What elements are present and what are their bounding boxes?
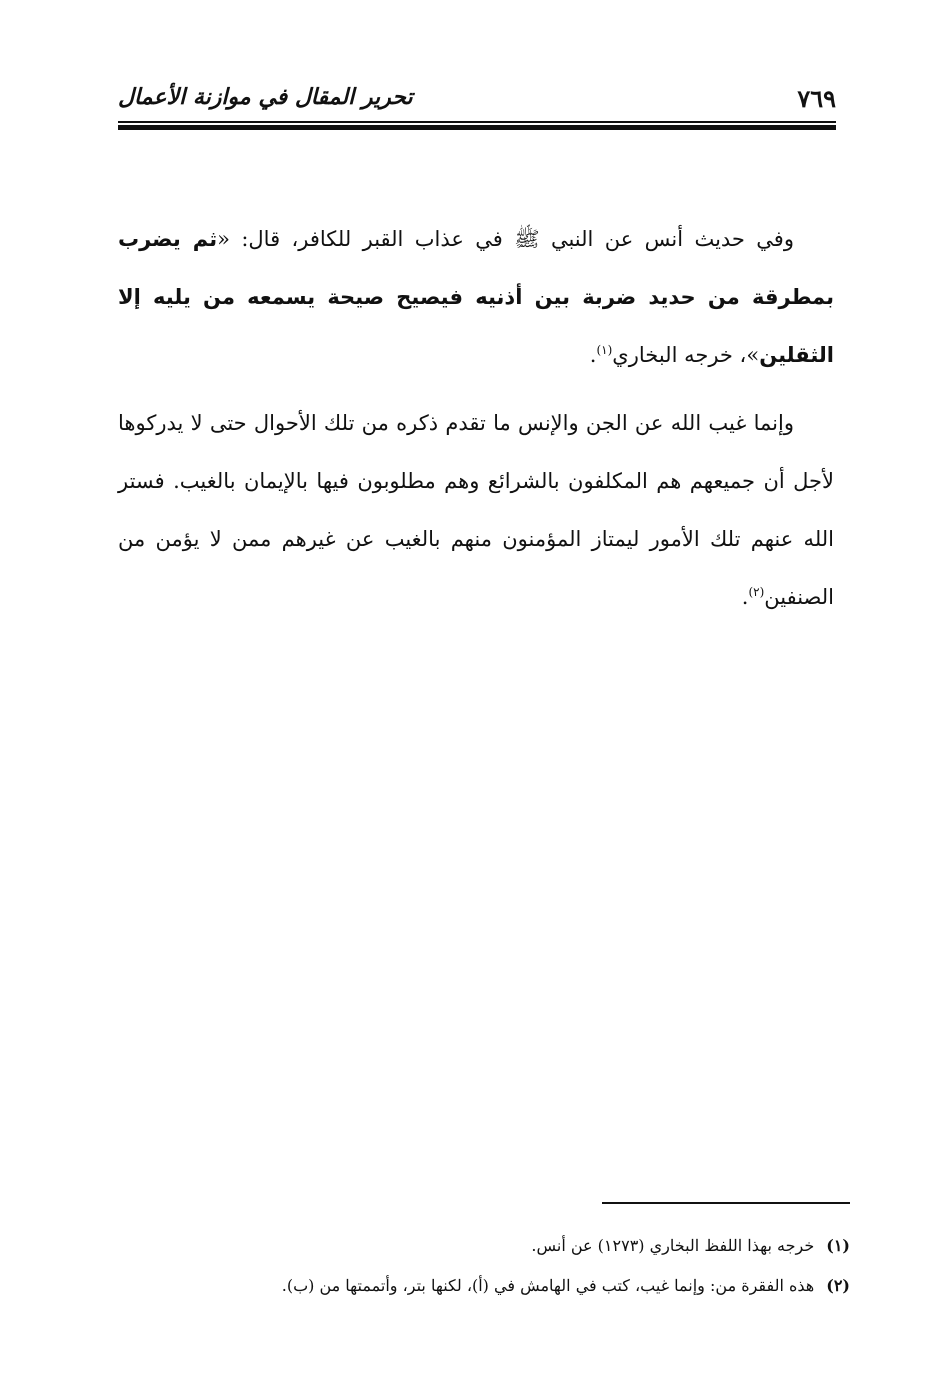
paragraph-end: . (741, 585, 749, 609)
paragraph-intro: وفي حديث أنس عن النبي ﷺ في عذاب القبر للكافر، قال: « (217, 227, 794, 251)
header-rule-thick (118, 125, 836, 130)
paragraph-after-quote: »، خرجه البخاري (612, 343, 760, 367)
footnote-text: هذه الفقرة من: وإنما غيب، كتب في الهامش في (أ)، لكنها بتر، وأتممتها من (ب). (281, 1276, 815, 1295)
paragraph-hadith (118, 210, 834, 384)
page-number: ٧٦٩ (797, 84, 836, 113)
footnote-text: خرجه بهذا اللفظ البخاري (١٢٧٣) عن أنس. (531, 1236, 815, 1255)
footnotes (118, 1226, 850, 1306)
footnote-ref-1[interactable]: (١) (596, 343, 613, 357)
running-header (118, 78, 836, 118)
footnote-marker: (٢) (826, 1276, 850, 1295)
footnote-2 (118, 1266, 850, 1306)
footnote-1 (118, 1226, 850, 1266)
paragraph-text: وإنما غيب الله عن الجن والإنس ما تقدم ذكره من تلك الأحوال حتى لا يدركوها لأجل أن جميعهم هم المكلفون بالشرائع وهم مطلوبون فيها بالإيمان بالغيب. فستر الله عنهم تلك الأمور ليمتاز المؤمنون منهم بالغيب عن غيرهم ممن لا يؤمن من الصنفين (118, 411, 834, 609)
paragraph-explanation (118, 394, 834, 626)
footnote-separator (602, 1202, 850, 1204)
main-text (118, 210, 834, 636)
paragraph-end: . (589, 343, 597, 367)
header-rule-thin (118, 121, 836, 123)
hadith-quote: ثم يضرب بمطرقة من حديد ضربة بين أذنيه فيصيح صيحة يسمعه من يليه إلا الثقلين (118, 227, 834, 367)
running-title: تحرير المقال في موازنة الأعمال (118, 84, 413, 110)
footnote-ref-2[interactable]: (٢) (748, 585, 765, 599)
footnote-marker: (١) (826, 1236, 850, 1255)
